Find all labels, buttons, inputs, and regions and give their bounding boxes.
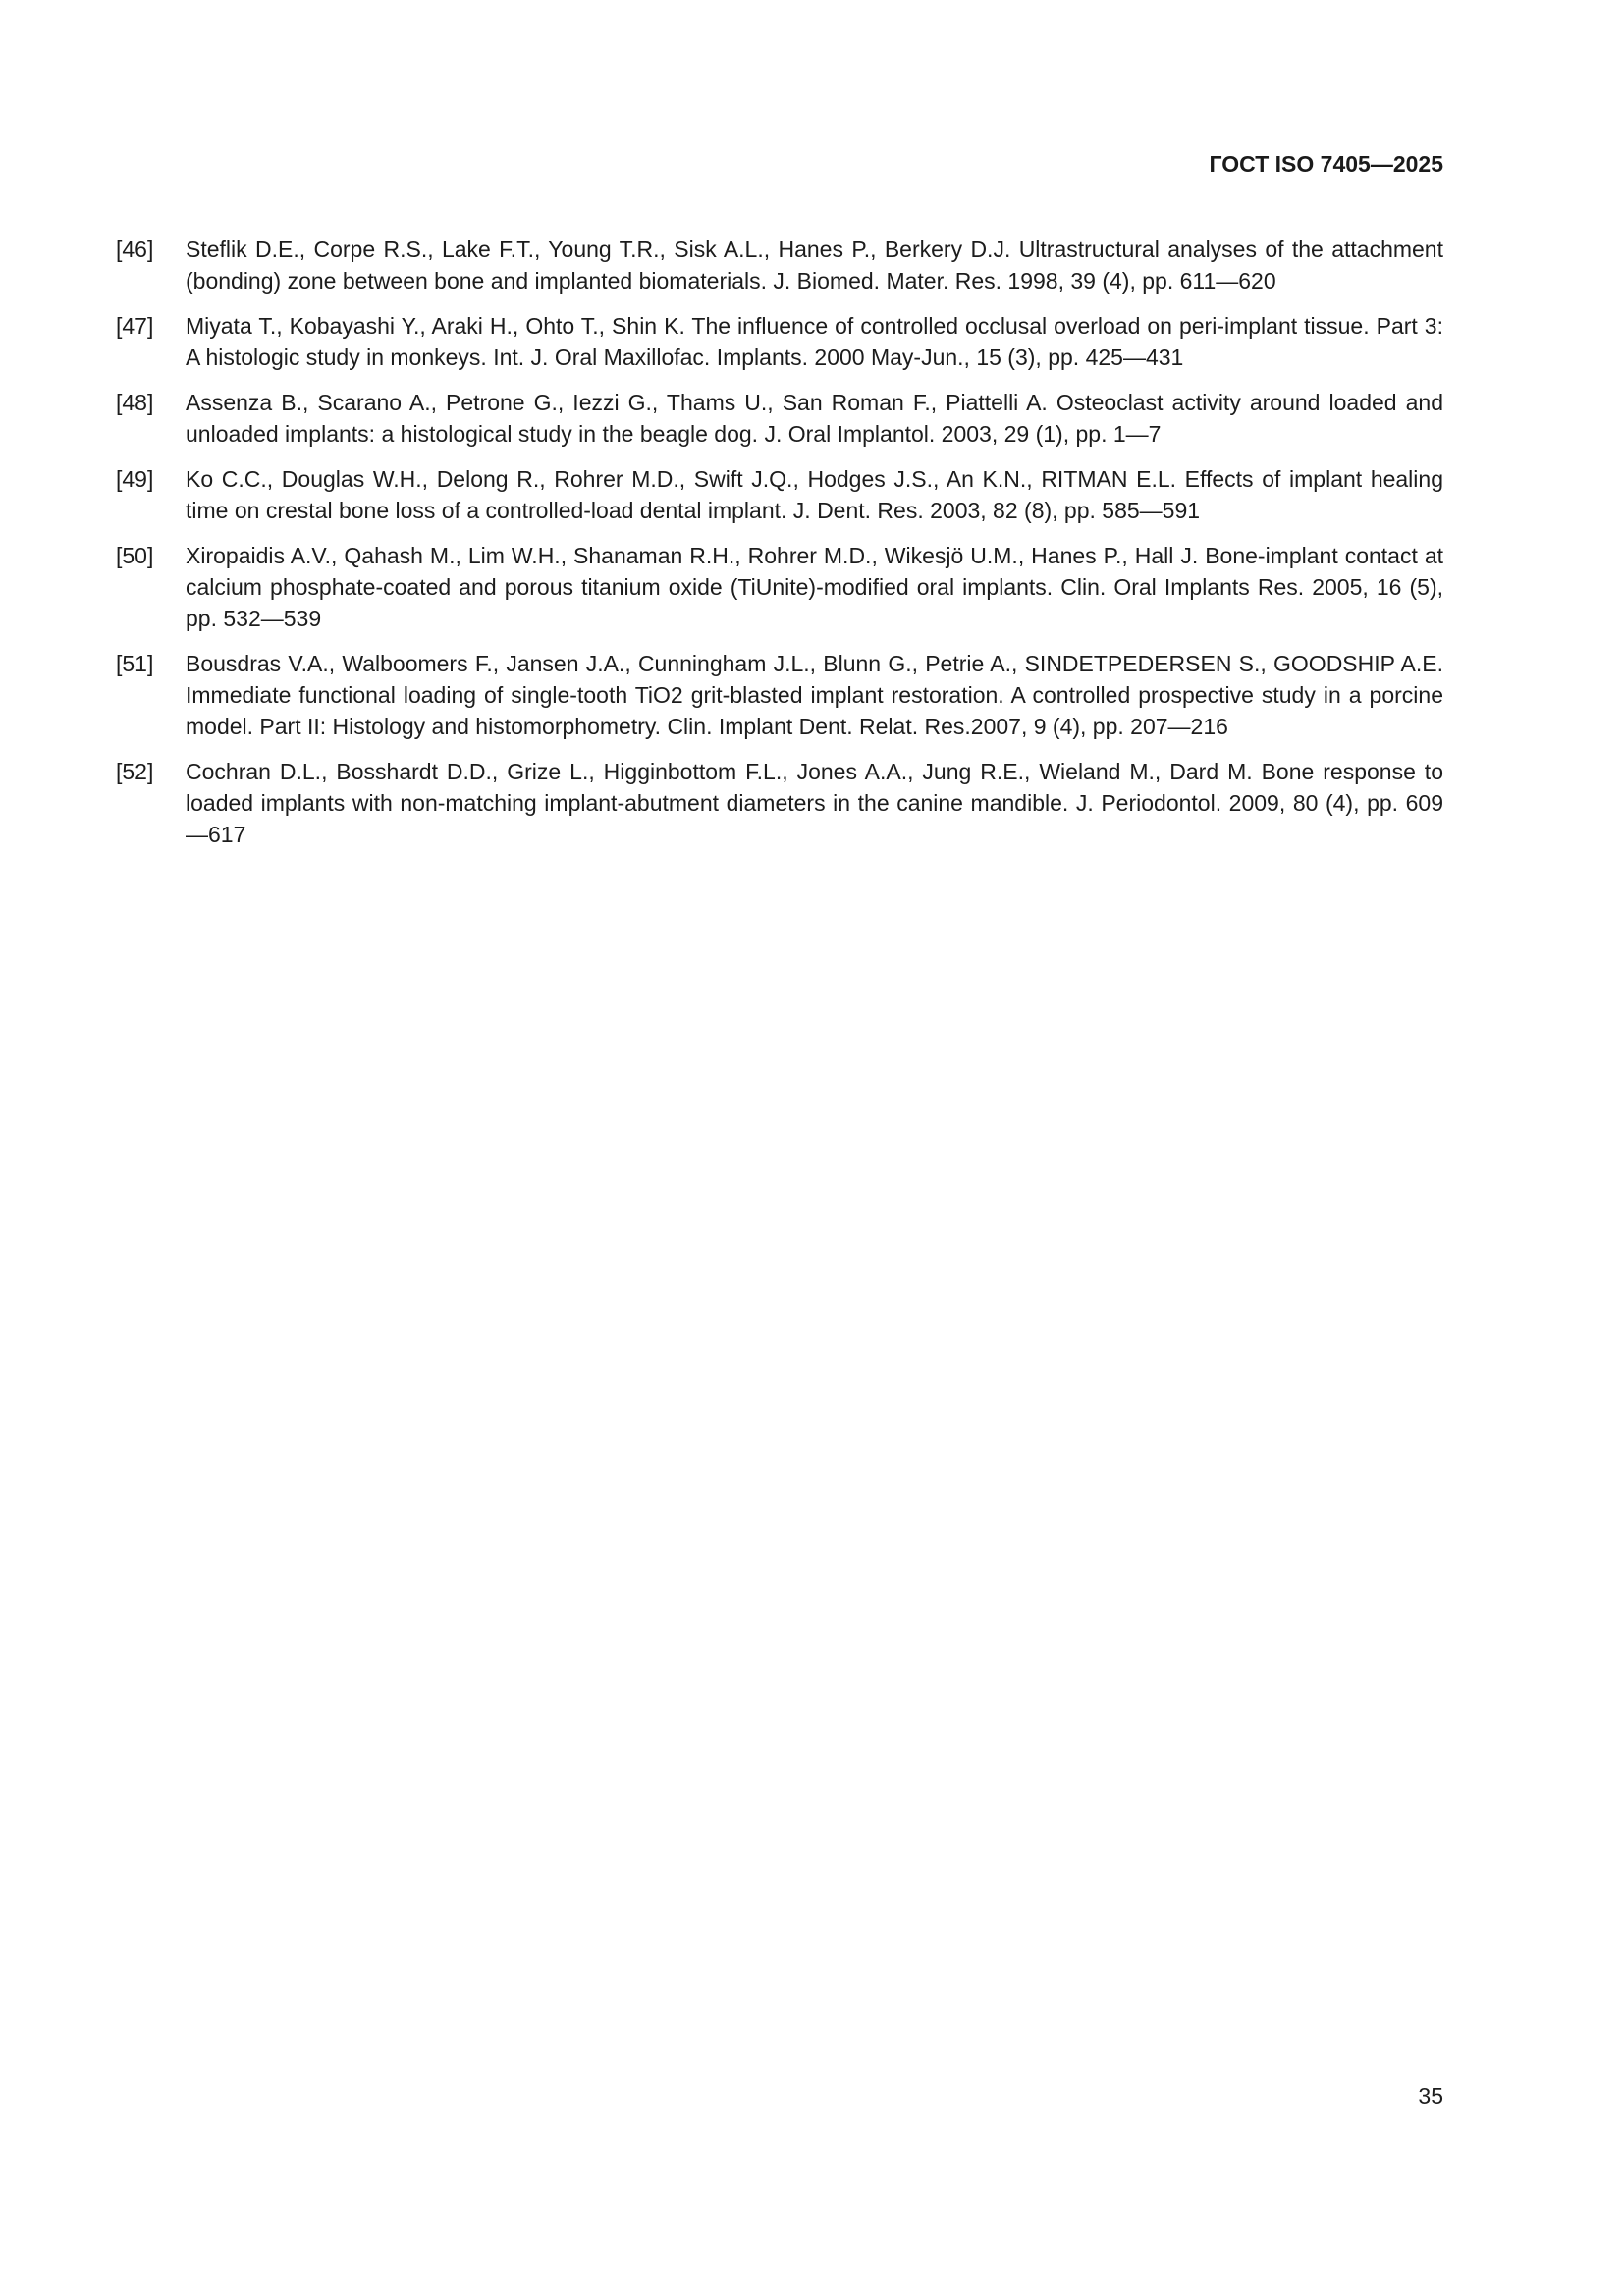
reference-number: [49] — [116, 466, 154, 492]
page-number: 35 — [1418, 2083, 1443, 2109]
reference-text: Xiropaidis A.V., Qahash M., Lim W.H., Shanaman R.H., Rohrer M.D., Wikesjö U.M., Hanes P., Hall J. Bone-implant contact at calcium phosphate-coated and porous titanium oxide (TiUnite)-modified oral implants. Clin. Oral Implants Res. 2005, 16 (5), pp. 532—539 — [186, 543, 1443, 631]
reference-text: Bousdras V.A., Walboomers F., Jansen J.A., Cunningham J.L., Blunn G., Petrie A., SINDETPEDERSEN S., GOODSHIP A.E. Immediate functional loading of single-tooth TiO2 grit-blasted implant restoration. A controlled prospective study in a porcine model. Part II: Histology and histomorphometry. Clin. Implant Dent. Relat. Res.2007, 9 (4), pp. 207—216 — [186, 651, 1443, 739]
reference-item — [116, 756, 1443, 850]
reference-item — [116, 648, 1443, 742]
reference-text: Steflik D.E., Corpe R.S., Lake F.T., Young T.R., Sisk A.L., Hanes P., Berkery D.J. Ultrastructural analyses of the attachment (bonding) zone between bone and implanted biomaterials. J. Biomed. Mater. Res. 1998, 39 (4), pp. 611—620 — [186, 237, 1443, 294]
reference-item — [116, 234, 1443, 296]
reference-text: Cochran D.L., Bosshardt D.D., Grize L., Higginbottom F.L., Jones A.A., Jung R.E., Wieland M., Dard M. Bone response to loaded implants with non-matching implant-abutment diameters in the canine mandible. J. Periodontol. 2009, 80 (4), pp. 609—617 — [186, 759, 1443, 847]
references-list — [116, 234, 1443, 864]
reference-number: [47] — [116, 313, 154, 339]
reference-text: Miyata T., Kobayashi Y., Araki H., Ohto T., Shin K. The influence of controlled occlusal overload on peri-implant tissue. Part 3: A histologic study in monkeys. Int. J. Oral Maxillofac. Implants. 2000 May-Jun., 15 (3), pp. 425—431 — [186, 313, 1443, 370]
reference-item — [116, 310, 1443, 373]
reference-number: [48] — [116, 390, 154, 415]
reference-number: [51] — [116, 651, 154, 676]
reference-text: Ko C.C., Douglas W.H., Delong R., Rohrer M.D., Swift J.Q., Hodges J.S., An K.N., RITMAN E.L. Effects of implant healing time on crestal bone loss of a controlled-load dental implant. J. Dent. Res. 2003, 82 (8), pp. 585—591 — [186, 466, 1443, 523]
reference-item — [116, 463, 1443, 526]
page-header: ГОСТ ISO 7405—2025 — [1209, 151, 1443, 177]
reference-number: [52] — [116, 759, 154, 784]
reference-item — [116, 540, 1443, 634]
reference-number: [50] — [116, 543, 154, 568]
reference-number: [46] — [116, 237, 154, 262]
reference-item — [116, 387, 1443, 450]
reference-text: Assenza B., Scarano A., Petrone G., Iezzi G., Thams U., San Roman F., Piattelli A. Osteoclast activity around loaded and unloaded implants: a histological study in the beagle dog. J. Oral Implantol. 2003, 29 (1), pp. 1—7 — [186, 390, 1443, 447]
